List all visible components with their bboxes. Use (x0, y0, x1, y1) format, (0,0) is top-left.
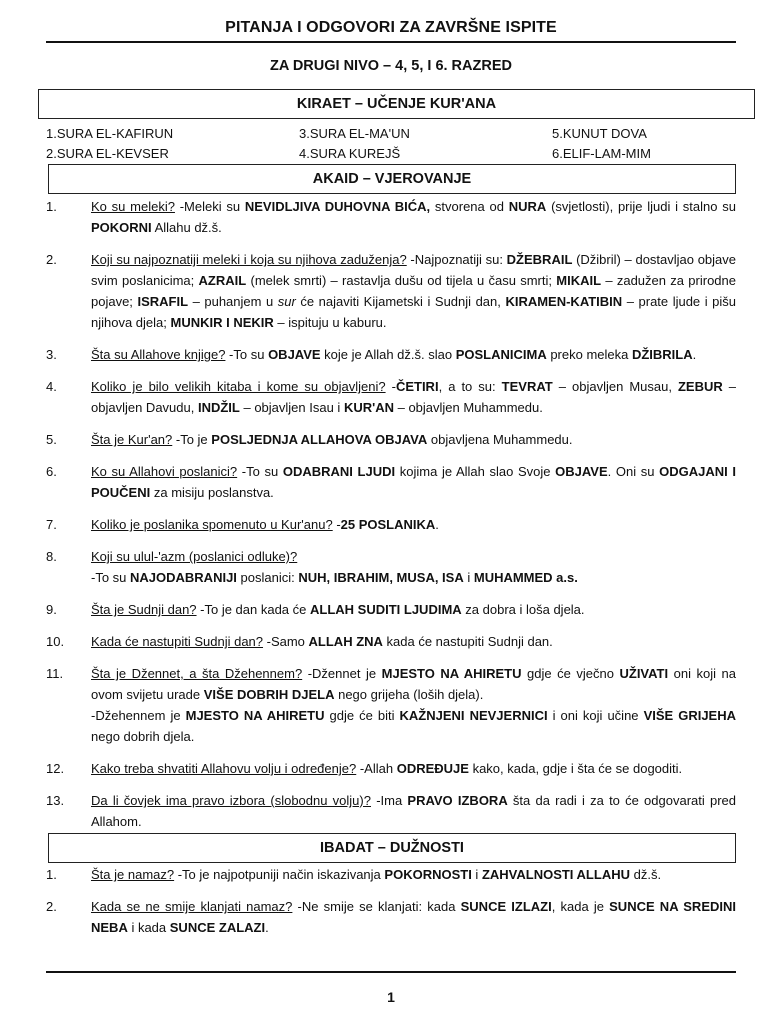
answer-keyword: AZRAIL (198, 273, 247, 288)
answer-text: (Džibril) – dostavljao objave svim poslanicima; (91, 252, 737, 288)
question-text (91, 896, 736, 938)
answer-text: -To je (172, 432, 212, 447)
title-underline (46, 41, 736, 43)
answer-text: koje je Allah dž.š. slao (320, 347, 456, 362)
question-number: 13. (46, 793, 65, 808)
question-item (46, 790, 736, 832)
question-number: 3. (46, 347, 57, 362)
answer-keyword: MJESTO NA AHIRETU (381, 666, 522, 681)
answer-text: Allahu dž.š. (151, 220, 222, 235)
answer-keyword: 25 POSLANIKA (340, 517, 436, 532)
answer-keyword: ODABRANI LJUDI (282, 464, 396, 479)
answer-keyword: SUNCE IZLAZI (460, 899, 552, 914)
question-item (46, 599, 736, 620)
answer-text: i (471, 867, 482, 882)
document-subtitle: ZA DRUGI NIVO – 4, 5, I 6. RAZRED (270, 58, 512, 74)
answer-text: (svjetlosti), prije ljudi i stalno su (546, 199, 736, 214)
question-number: 6. (46, 464, 57, 479)
page-number: 1 (387, 989, 395, 1005)
answer-text: -To je dan kada će (196, 602, 310, 617)
answer-keyword: ALLAH SUDITI LJUDIMA (310, 602, 462, 617)
question-number: 7. (46, 517, 57, 532)
answer-text: -Džennet je (302, 666, 382, 681)
sura-item: 1.SURA EL-KAFIRUN (46, 126, 174, 141)
question-text (91, 344, 736, 365)
document-title: PITANJA I ODGOVORI ZA ZAVRŠNE ISPITE (225, 19, 557, 36)
answer-text: -Najpoznatiji su: (406, 252, 507, 267)
ibadat-question-list (46, 864, 736, 949)
answer-text: gdje će vječno (521, 666, 620, 681)
answer-text: -To su (91, 570, 131, 585)
answer-keyword: VIŠE DOBRIH DJELA (203, 687, 335, 702)
answer-text: preko meleka (546, 347, 632, 362)
answer-keyword: ISRAFIL (137, 294, 189, 309)
answer-keyword: ODGAJANI I POUČENI (91, 464, 737, 500)
answer-text: -Meleki su (174, 199, 245, 214)
question-text (91, 599, 736, 620)
question-text (91, 663, 736, 747)
question-prompt: Koji su najpoznatiji meleki i koja su njihova zaduženja? (91, 252, 407, 267)
answer-keyword: DŽIBRILA (631, 347, 693, 362)
question-item (46, 461, 736, 503)
answer-text: – objavljen Musau, (552, 379, 678, 394)
answer-text: kako, kada, gdje i šta će se dogoditi. (468, 761, 683, 776)
question-text (91, 758, 736, 779)
question-prompt: Šta je Sudnji dan? (91, 602, 197, 617)
question-item (46, 663, 736, 747)
answer-text: šta da radi i za to će odgovarati pred Allahom. (91, 793, 736, 829)
answer-text: i kada (127, 920, 170, 935)
answer-keyword: OBJAVE (268, 347, 321, 362)
question-item (46, 546, 736, 588)
answer-text: . (692, 347, 697, 362)
answer-text: – ispituju u kaburu. (273, 315, 387, 330)
sura-row (46, 124, 736, 144)
answer-text: (melek smrti) – rastavlja dušu od tijela u času smrti; (246, 273, 557, 288)
answer-keyword: POSLJEDNJA ALLAHOVA OBJAVA (211, 432, 428, 447)
answer-keyword: ČETIRI (395, 379, 439, 394)
sura-item: 3.SURA EL-MA'UN (299, 126, 410, 141)
answer-text: – objavljen Muhammedu. (393, 400, 543, 415)
question-text (91, 376, 736, 418)
question-prompt: Kada će nastupiti Sudnji dan? (91, 634, 264, 649)
answer-keyword: KIRAMEN-KATIBIN (505, 294, 623, 309)
question-prompt: Kada se ne smije klanjati namaz? (91, 899, 293, 914)
answer-text: gdje će biti (324, 708, 400, 723)
question-number: 2. (46, 899, 57, 914)
answer-keyword: MUHAMMED a.s. (473, 570, 578, 585)
answer-text: za dobra i loša djela. (461, 602, 585, 617)
answer-text: nego grijeha (loših djela). (334, 687, 484, 702)
answer-keyword: KUR'AN (343, 400, 394, 415)
answer-keyword: ZAHVALNOSTI ALLAHU (481, 867, 630, 882)
answer-text: , kada je (551, 899, 610, 914)
question-prompt: Ko su meleki? (91, 199, 175, 214)
sura-list (46, 124, 736, 164)
answer-text: nego dobrih djela. (91, 729, 195, 744)
answer-text: . (435, 517, 439, 532)
answer-text: - (332, 517, 341, 532)
italic-term: sur (277, 294, 296, 309)
question-item (46, 758, 736, 779)
answer-keyword: ALLAH ZNA (308, 634, 383, 649)
question-text (91, 864, 736, 885)
answer-text: objavljena Muhammedu. (427, 432, 573, 447)
question-number: 11. (46, 666, 64, 681)
section-heading-kiraet: KIRAET – UČENJE KUR'ANA (38, 89, 755, 119)
sura-item: 5.KUNUT DOVA (552, 126, 647, 141)
answer-keyword: KAŽNJENI NEVJERNICI (399, 708, 548, 723)
answer-keyword: VIŠE GRIJEHA (643, 708, 737, 723)
sura-item: 2.SURA EL-KEVSER (46, 146, 169, 161)
answer-text: oni koji na ovom svijetu urade (91, 666, 736, 702)
question-prompt: Koliko je poslanika spomenuto u Kur'anu? (91, 517, 333, 532)
answer-text: - (385, 379, 396, 394)
question-prompt: Šta je Džennet, a šta Džehennem? (91, 666, 303, 681)
question-prompt: Ko su Allahovi poslanici? (91, 464, 238, 479)
answer-text: . (265, 920, 269, 935)
answer-keyword: POKORNI (91, 220, 152, 235)
answer-text: , a to su: (438, 379, 502, 394)
question-number: 1. (46, 199, 57, 214)
answer-keyword: INDŽIL (197, 400, 240, 415)
sura-row (46, 144, 736, 164)
answer-text: -Džehennem je (91, 708, 186, 723)
footer-rule (46, 971, 736, 973)
question-number: 12. (46, 761, 65, 776)
answer-text: -Ne smije se klanjati: kada (292, 899, 461, 914)
question-number: 5. (46, 432, 57, 447)
question-item (46, 249, 736, 333)
answer-keyword: ZEBUR (677, 379, 723, 394)
answer-keyword: POKORNOSTI (384, 867, 472, 882)
answer-text: kada će nastupiti Sudnji dan. (382, 634, 553, 649)
answer-keyword: PRAVO IZBORA (407, 793, 508, 808)
answer-text: kojima je Allah slao Svoje (395, 464, 556, 479)
answer-keyword: MIKAIL (556, 273, 602, 288)
answer-keyword: UŽIVATI (619, 666, 669, 681)
answer-keyword: NURA (508, 199, 547, 214)
answer-text: stvorena od (430, 199, 509, 214)
question-number: 10. (46, 634, 65, 649)
question-item (46, 864, 736, 885)
answer-text: . Oni su (607, 464, 660, 479)
answer-text: i (463, 570, 474, 585)
question-number: 8. (46, 549, 57, 564)
question-item (46, 429, 736, 450)
answer-keyword: NUH, IBRAHIM, MUSA, ISA (298, 570, 464, 585)
question-prompt: Koliko je bilo velikih kitaba i kome su objavljeni? (91, 379, 386, 394)
answer-text: -Ima (370, 793, 408, 808)
question-text (91, 546, 736, 588)
question-text (91, 196, 736, 238)
answer-text: -To je najpotpuniji način iskazivanja (174, 867, 385, 882)
question-item (46, 196, 736, 238)
section-heading-ibadat: IBADAT – DUŽNOSTI (48, 833, 736, 863)
answer-keyword: MJESTO NA AHIRETU (185, 708, 325, 723)
question-item (46, 896, 736, 938)
question-item (46, 376, 736, 418)
akaid-question-list (46, 196, 736, 843)
question-text (91, 631, 736, 652)
answer-keyword: SUNCE NA SREDINI NEBA (91, 899, 736, 935)
question-item (46, 631, 736, 652)
question-number: 4. (46, 379, 57, 394)
question-text (91, 514, 736, 535)
question-prompt: Šta je namaz? (91, 867, 175, 882)
question-prompt: Kako treba shvatiti Allahovu volju i određenje? (91, 761, 357, 776)
answer-keyword: OBJAVE (555, 464, 608, 479)
question-item (46, 344, 736, 365)
question-text (91, 461, 736, 503)
answer-text: – objavljen Isau i (239, 400, 344, 415)
answer-text: za misiju poslanstva. (150, 485, 274, 500)
answer-keyword: TEVRAT (501, 379, 553, 394)
question-prompt: Šta su Allahove knjige? (91, 347, 226, 362)
answer-keyword: SUNCE ZALAZI (169, 920, 266, 935)
answer-text: -To su (225, 347, 269, 362)
answer-text: -To su (237, 464, 283, 479)
question-text (91, 429, 736, 450)
answer-keyword: NEVIDLJIVA DUHOVNA BIĆA, (244, 199, 431, 214)
answer-text: -Samo (263, 634, 309, 649)
question-number: 2. (46, 252, 57, 267)
answer-keyword: DŽEBRAIL (506, 252, 573, 267)
answer-text: -Allah (356, 761, 397, 776)
sura-item: 6.ELIF-LAM-MIM (552, 146, 651, 161)
answer-text: poslanici: (236, 570, 299, 585)
question-text (91, 790, 736, 832)
question-item (46, 514, 736, 535)
answer-keyword: MUNKIR I NEKIR (170, 315, 274, 330)
answer-text: dž.š. (629, 867, 662, 882)
answer-keyword: NAJODABRANIJI (130, 570, 237, 585)
question-number: 9. (46, 602, 57, 617)
answer-text: – puhanjem u (188, 294, 278, 309)
answer-text: i oni koji učine (547, 708, 644, 723)
answer-text: – zadužen za prirodne pojave; (91, 273, 736, 309)
answer-keyword: POSLANICIMA (455, 347, 547, 362)
question-number: 1. (46, 867, 57, 882)
answer-text: će najaviti Kijametski i Sudnji dan, (295, 294, 506, 309)
question-prompt: Da li čovjek ima pravo izbora (slobodnu volju)? (91, 793, 371, 808)
question-prompt: Koji su ulul-'azm (poslanici odluke)? (91, 549, 298, 564)
answer-text: – prate ljude i pišu njihova djela; (91, 294, 736, 330)
answer-keyword: ODREĐUJE (396, 761, 469, 776)
question-text (91, 249, 736, 333)
section-heading-akaid: AKAID – VJEROVANJE (48, 164, 736, 194)
question-prompt: Šta je Kur'an? (91, 432, 173, 447)
sura-item: 4.SURA KUREJŠ (299, 146, 401, 161)
answer-text: – objavljen Davudu, (91, 379, 737, 415)
